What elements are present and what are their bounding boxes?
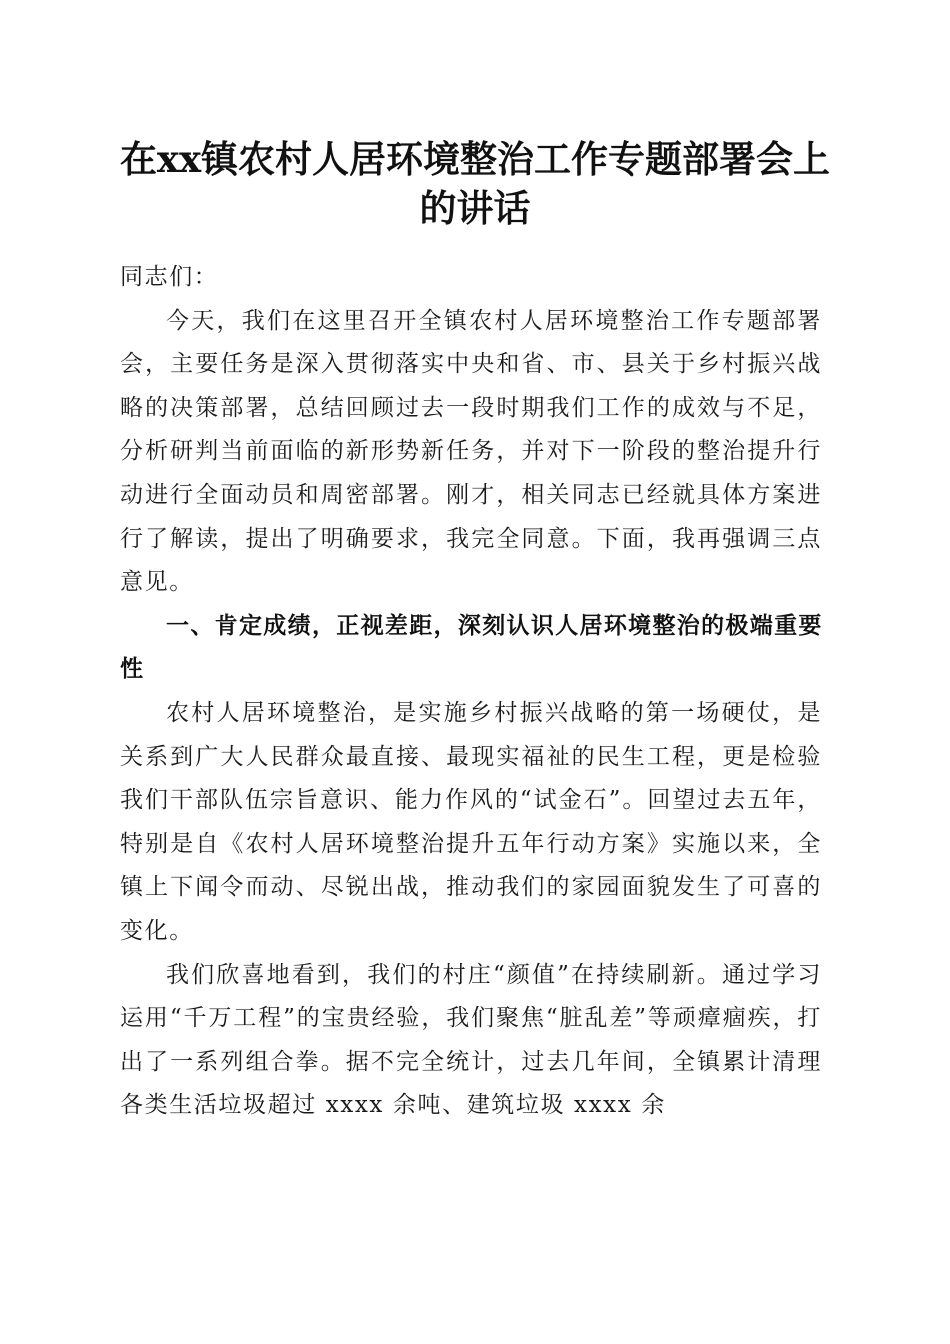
salutation: 同志们： <box>120 264 219 290</box>
section1-paragraph-1: 农村人居环境整治，是实施乡村振兴战略的第一场硬仗，是关系到广大人民群众最直接、最现实福祉的民生工程，更是检验我们干部队伍宗旨意识、能力作风的“试金石”。回望过去五年，特别是自《农村人居环境整治提升五年行动方案》实施以来，全镇上下闻令而动、尽锐出战，推动我们的家园面貌发生了可喜的变化。 <box>120 699 822 944</box>
intro-paragraph: 今天，我们在这里召开全镇农村人居环境整治工作专题部署会，主要任务是深入贯彻落实中央和省、市、县关于乡村振兴战略的决策部署，总结回顾过去一段时期我们工作的成效与不足，分析研判当前面临的新形势新任务，并对下一阶段的整治提升行动进行全面动员和周密部署。刚才，相关同志已经就具体方案进行了解读，提出了明确要求，我完全同意。下面，我再强调三点意见。 <box>120 307 822 596</box>
section-heading-1: 一、肯定成绩，正视差距，深刻认识人居环境整治的极端重要性 <box>120 612 822 683</box>
document-title-line2: 的讲话 <box>419 186 531 230</box>
document-title-line1: 在xx镇农村人居环境整治工作专题部署会上 <box>119 137 831 181</box>
document-body <box>120 256 822 1128</box>
section1-paragraph-2: 我们欣喜地看到，我们的村庄“颜值”在持续刷新。通过学习运用“千万工程”的宝贵经验，我们聚焦“脏乱差”等顽瘴痼疾，打出了一系列组合拳。据不完全统计，过去几年间，全镇累计清理各类生活垃圾超过 xxxx 余吨、建筑垃圾 xxxx 余 <box>120 961 822 1119</box>
